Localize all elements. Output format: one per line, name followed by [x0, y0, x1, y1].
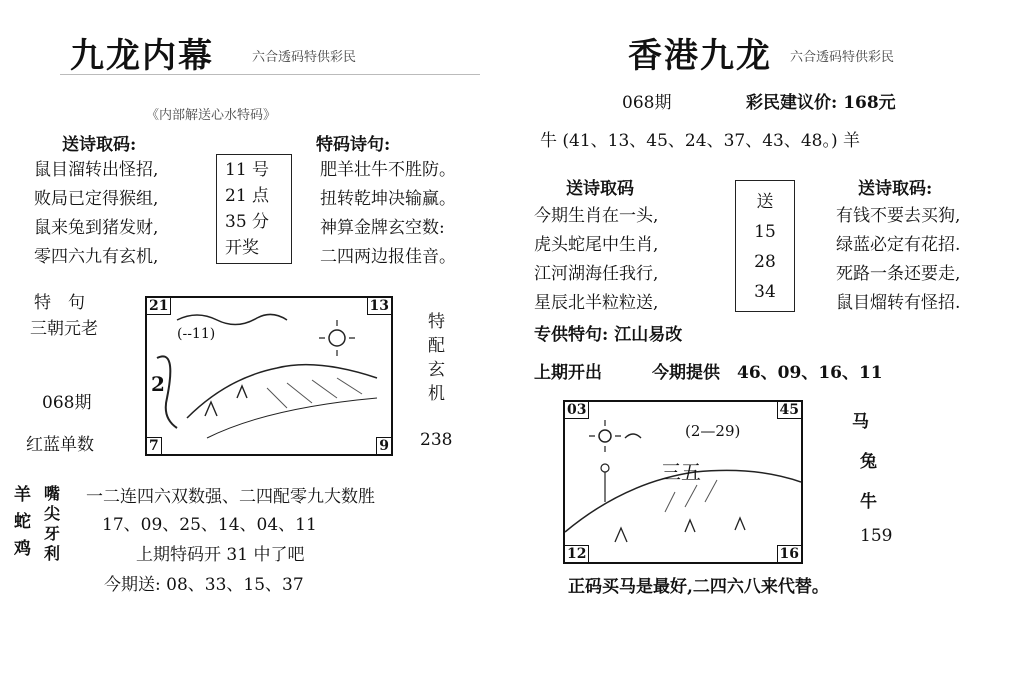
pic-corner-br: 9 — [376, 437, 392, 455]
time-box-line: 21 点 — [225, 186, 270, 206]
send-box-line: 28 — [754, 252, 776, 272]
send-box-line: 15 — [754, 222, 776, 242]
animal-char: 羊 — [14, 485, 31, 505]
poem-line: 绿蓝必定有花招. — [836, 235, 961, 255]
mouth-char: 尖 — [44, 504, 61, 523]
poem-line: 扭转乾坤决输赢。 — [320, 189, 456, 209]
pic-corner-tr: 45 — [777, 401, 802, 419]
poem-line: 今期生肖在一头, — [534, 206, 659, 226]
right-poem-head-right: 送诗取码: — [858, 179, 933, 199]
vertical-char: 玄 — [428, 360, 445, 380]
left-subtitle: 六合透码特供彩民 — [252, 50, 357, 65]
vertical-char: 配 — [428, 336, 445, 356]
right-poem-left — [534, 202, 658, 318]
left-line1: 一二连四六双数强、二四配零九大数胜 — [86, 487, 375, 507]
left-poem-head-left: 送诗取码: — [62, 135, 137, 155]
right-code-159: 159 — [860, 526, 893, 546]
pic-corner-tl: 21 — [146, 297, 171, 315]
right-special-line: 专供特句: 江山易改 — [534, 325, 683, 345]
vertical-char: 特 — [428, 312, 445, 332]
pic-corner-br: 16 — [777, 545, 802, 563]
left-title-rule — [60, 74, 480, 75]
poem-line: 鼠来兔到猪发财, — [34, 218, 159, 238]
left-code-238: 238 — [420, 430, 453, 450]
poem-line: 星辰北半粒粒送, — [534, 293, 659, 313]
right-send-box — [735, 180, 795, 312]
poem-line: 二四两边报佳音。 — [320, 247, 456, 267]
pic-corner-tr: 13 — [367, 297, 392, 315]
right-animals — [852, 402, 877, 522]
left-mouth — [44, 484, 60, 564]
right-footer: 正码买马是最好,二四六八来代替。 — [568, 577, 829, 597]
mouth-char: 牙 — [44, 524, 61, 543]
right-title: 香港九龙 — [628, 36, 772, 76]
right-last-issue: 上期开出 — [534, 363, 602, 383]
left-banner: 《内部解送心水特码》 — [146, 108, 277, 123]
pic-mark: 2 — [151, 372, 165, 396]
pic-mark: (2—29) — [685, 422, 741, 440]
send-box-line: 送 — [756, 192, 774, 212]
poem-line: 神算金牌玄空数: — [320, 218, 445, 238]
poem-line: 肥羊壮牛不胜防。 — [320, 160, 456, 180]
left-line2: 17、09、25、14、04、11 — [102, 515, 317, 535]
poem-line: 有钱不要去买狗, — [836, 206, 961, 226]
left-issue: 068期 — [42, 393, 92, 413]
pic-corner-bl: 12 — [564, 545, 589, 563]
left-line3: 上期特码开 31 中了吧 — [136, 545, 305, 565]
animal-char: 兔 — [860, 452, 877, 472]
left-special-text: 三朝元老 — [30, 319, 98, 339]
right-poem-head-left: 送诗取码 — [566, 179, 634, 199]
animal-char: 蛇 — [14, 512, 31, 532]
left-time-box — [216, 154, 292, 264]
left-picture-box — [145, 296, 393, 456]
left-red-blue: 红蓝单数 — [26, 435, 94, 455]
left-picture-sketch — [147, 298, 391, 454]
poem-line: 虎头蛇尾中生肖, — [534, 235, 659, 255]
pic-corner-tl: 03 — [564, 401, 589, 419]
poem-line: 江河湖海任我行, — [534, 264, 659, 284]
send-box-line: 34 — [754, 282, 776, 302]
time-box-line: 开奖 — [225, 238, 259, 258]
left-poem-left — [34, 156, 158, 272]
animal-char: 牛 — [860, 492, 877, 512]
left-animals — [14, 482, 31, 563]
poem-line: 鼠目溜转出怪招, — [34, 160, 159, 180]
time-box-line: 11 号 — [225, 160, 270, 180]
time-box-line: 35 分 — [225, 212, 270, 232]
left-special-label: 特 句 — [34, 293, 85, 313]
mouth-char: 嘴 — [44, 484, 61, 503]
left-poem-head-right: 特码诗句: — [316, 135, 391, 155]
poem-line: 败局已定得猴组, — [34, 189, 159, 209]
pic-mark: (--11) — [177, 326, 216, 342]
right-subtitle: 六合透码特供彩民 — [790, 50, 895, 65]
pic-mark: 三五 — [661, 460, 701, 484]
right-price: 彩民建议价: 168元 — [746, 93, 896, 113]
right-issue: 068期 — [622, 93, 672, 113]
pic-corner-bl: 7 — [146, 437, 162, 455]
right-this-issue: 今期提供 46、09、16、11 — [652, 363, 883, 383]
mouth-char: 利 — [44, 544, 61, 563]
vertical-char: 机 — [428, 384, 445, 404]
left-line4: 今期送: 08、33、15、37 — [104, 575, 304, 595]
left-poem-right — [320, 156, 456, 272]
animal-char: 鸡 — [14, 539, 31, 559]
left-right-vertical — [428, 310, 445, 406]
right-picture-box — [563, 400, 803, 564]
poem-line: 零四六九有玄机, — [34, 247, 159, 267]
animal-char: 马 — [852, 412, 869, 432]
poem-line: 死路一条还要走, — [836, 264, 961, 284]
right-ox-line: 牛 (41、13、45、24、37、43、48。) 羊 — [540, 131, 860, 151]
left-title: 九龙内幕 — [70, 36, 214, 76]
right-poem-right — [836, 202, 960, 318]
poem-line: 鼠目熘转有怪招. — [836, 293, 961, 313]
